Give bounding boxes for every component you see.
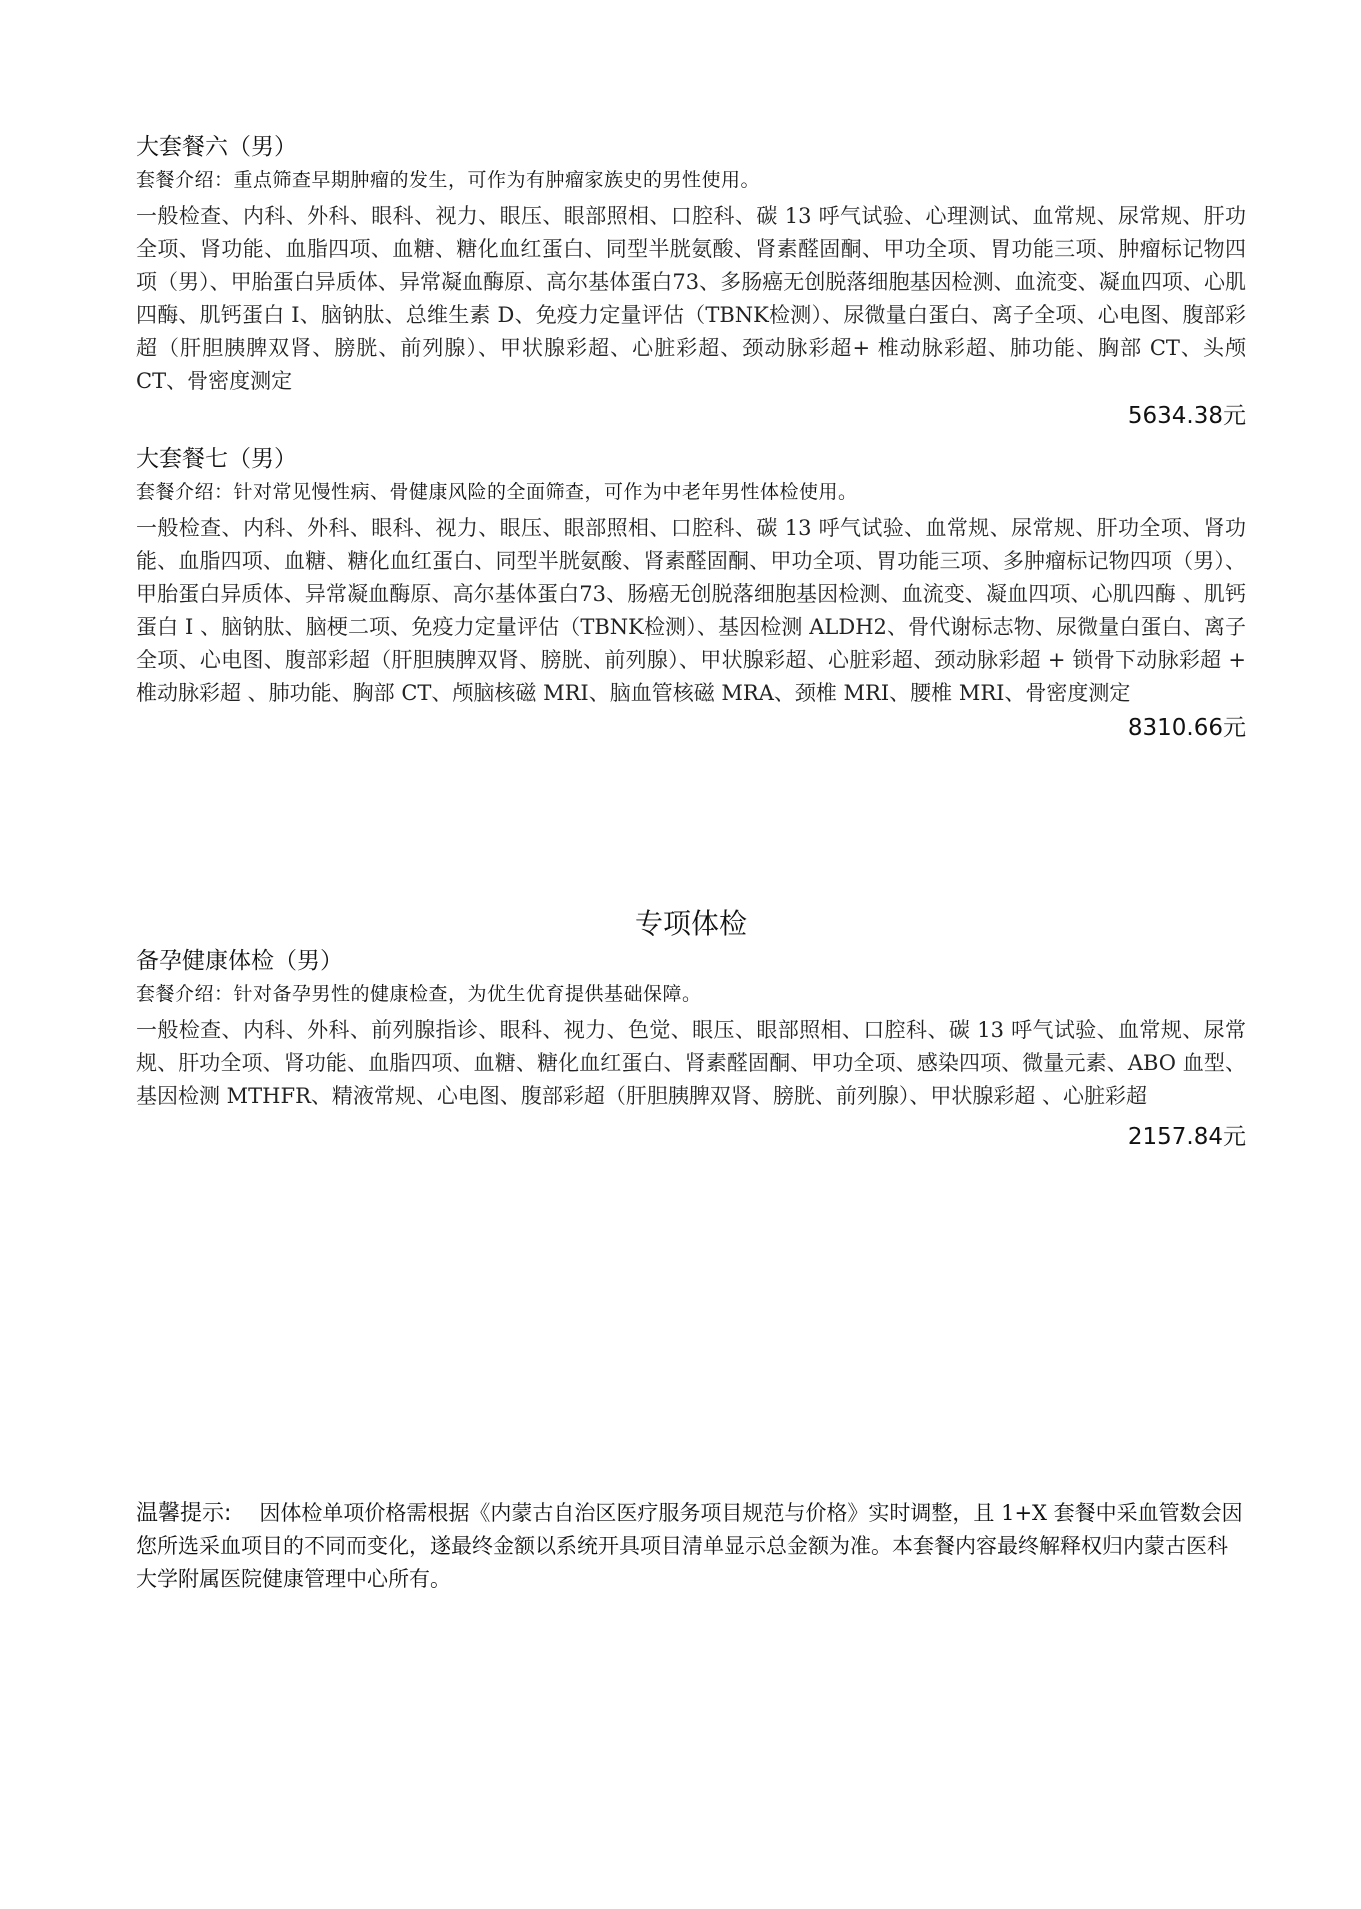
package-price: 8310.66元 [1127, 715, 1246, 741]
package-block [136, 944, 1246, 1155]
package-price: 5634.38元 [1127, 403, 1246, 429]
package-items: 一般检查、内科、外科、眼科、视力、眼压、眼部照相、口腔科、碳 13 呼气试验、血常规、尿常规、肝功全项、肾功能、血脂四项、血糖、糖化血红蛋白、同型半胱氨酸、肾素醛固酮、甲功全项、胃功能三项、多肿瘤标记物四项（男）、甲胎蛋白异质体、异常凝血酶原、高尔基体蛋白73、肠癌无创脱落细胞基因检测、血流变、凝血四项、心肌四酶 、肌钙蛋白 I 、脑钠肽、脑梗二项、免疫力定量评估（TBNK检测）、基因检测 ALDH2、骨代谢标志物、尿微量白蛋白、离子全项、心电图、腹部彩超（肝胆胰脾双肾、膀胱、前列腺）、甲状腺彩超、心脏彩超、颈动脉彩超 + 锁骨下动脉彩超 + 椎动脉彩超 、肺功能、胸部 CT、颅脑核磁 MRI、脑血管核磁 MRA、颈椎 MRI、腰椎 MRI、骨密度测定 [136, 516, 1246, 705]
package-items: 一般检查、内科、外科、前列腺指诊、眼科、视力、色觉、眼压、眼部照相、口腔科、碳 13 呼气试验、血常规、尿常规、肝功全项、肾功能、血脂四项、血糖、糖化血红蛋白、肾素醛固酮、甲功全项、感染四项、微量元素、ABO 血型、基因检测 MTHFR、精液常规、心电图、腹部彩超（肝胆胰脾双肾、膀胱、前列腺）、甲状腺彩超 、心脏彩超 [136, 1018, 1246, 1108]
package-intro: 套餐介绍：重点筛查早期肿瘤的发生，可作为有肿瘤家族史的男性使用。 [136, 169, 761, 191]
package-intro: 套餐介绍：针对备孕男性的健康检查，为优生优育提供基础保障。 [136, 983, 702, 1005]
warm-tip [136, 1497, 1246, 1596]
package-intro: 套餐介绍：针对常见慢性病、骨健康风险的全面筛查，可作为中老年男性体检使用。 [136, 481, 858, 503]
package-title: 大套餐七（男） [136, 446, 297, 472]
warm-tip-label: 温馨提示: [136, 1501, 232, 1526]
document-page [136, 130, 1246, 1596]
package-title: 备孕健康体检（男） [136, 948, 343, 974]
package-block [136, 130, 1246, 434]
package-block [136, 442, 1246, 746]
section-title: 专项体检 [634, 907, 747, 940]
package-title: 大套餐六（男） [136, 134, 297, 160]
package-price: 2157.84元 [1127, 1124, 1246, 1150]
package-items: 一般检查、内科、外科、眼科、视力、眼压、眼部照相、口腔科、碳 13 呼气试验、心理测试、血常规、尿常规、肝功全项、肾功能、血脂四项、血糖、糖化血红蛋白、同型半胱氨酸、肾素醛固酮、甲功全项、胃功能三项、肿瘤标记物四项（男）、甲胎蛋白异质体、异常凝血酶原、高尔基体蛋白73、多肠癌无创脱落细胞基因检测、血流变、凝血四项、心肌四酶、肌钙蛋白 I、脑钠肽、总维生素 D、免疫力定量评估（TBNK检测）、尿微量白蛋白、离子全项、心电图、腹部彩超（肝胆胰脾双肾、膀胱、前列腺）、甲状腺彩超、心脏彩超、颈动脉彩超+ 椎动脉彩超、肺功能、胸部 CT、头颅 CT、骨密度测定 [136, 204, 1246, 393]
warm-tip-text: 因体检单项价格需根据《内蒙古自治区医疗服务项目规范与价格》实时调整，且 1+X 套餐中采血管数会因您所选采血项目的不同而变化，遂最终金额以系统开具项目清单显示总金额为准。本套餐内容最终解释权归内蒙古医科大学附属医院健康管理中心所有。 [136, 1501, 1243, 1591]
